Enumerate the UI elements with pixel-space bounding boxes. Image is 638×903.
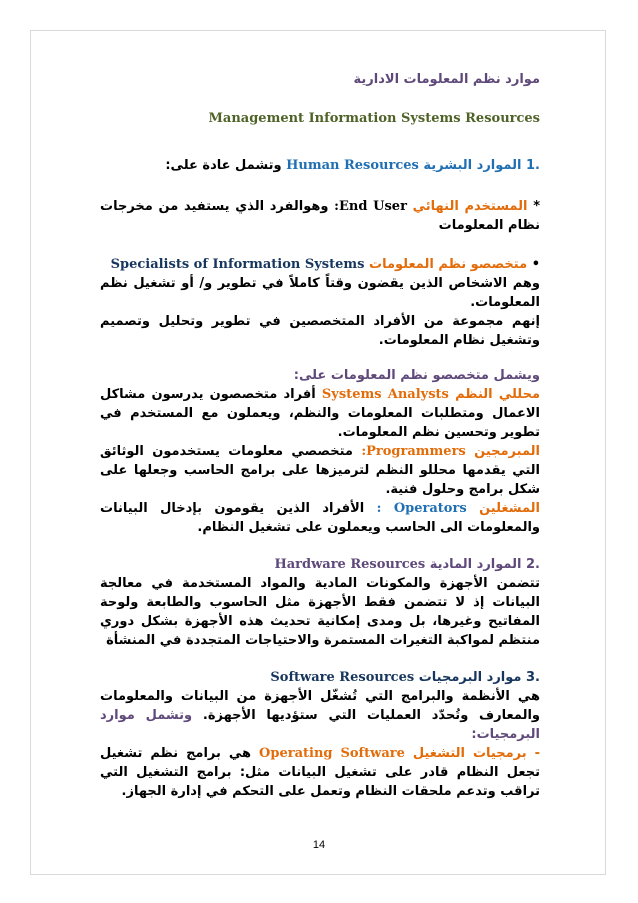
section-1-tail: وتشمل عادة على: xyxy=(165,158,282,173)
end-user-paragraph xyxy=(100,197,540,235)
operating-software-dash: - xyxy=(534,746,540,761)
operating-software-paragraph xyxy=(100,744,540,801)
title-arabic: موارد نظم المعلومات الادارية xyxy=(353,72,540,87)
section-2-title-ar: الموارد المادية xyxy=(429,557,522,572)
programmers-label-ar: المبرمجين xyxy=(474,444,540,459)
section-3-paragraph-1-tail: وتشمل موارد البرمجيات: xyxy=(100,708,540,742)
title-english: Management Information Systems Resources xyxy=(208,111,540,126)
specialists-label-en: Specialists of Information Systems xyxy=(110,257,365,272)
operating-software-text: هي برامج نظم تشغيل تجعل النظام قادر على تشغيل البيانات مثل: برامج التشغيل التي تراقب وتدعم ملحقات النظام وتعمل على التحكم في إدارة الجهاز. xyxy=(100,746,540,799)
section-2-paragraph: تتضمن الأجهزة والمكونات المادية والمواد المستخدمة في معالجة البيانات إذ لا تتضمن فقط الأجهزة مثل الحاسوب والطابعة ولوحة المفاتيح وغيرها، بل ومدى إمكانية تحديث هذه الأجهزة بشكل دوري منتظم لمواكبة التغيرات المستمرة والاحتياجات المتجددة في المنشأة xyxy=(100,576,540,648)
section-3-paragraph-1 xyxy=(100,687,540,744)
programmers-paragraph xyxy=(100,442,540,499)
operators-text: الأفراد الذين يقومون بإدخال البيانات والمعلومات الى الحاسب ويعملون على تشغيل النظام. xyxy=(100,501,540,535)
section-3-title-en: Software Resources xyxy=(270,670,415,685)
section-2-heading xyxy=(100,555,540,574)
page-number: 14 xyxy=(312,839,326,851)
specialists-label-ar: متخصصو نظم المعلومات xyxy=(369,257,528,272)
operators-paragraph xyxy=(100,499,540,537)
section-1-title-ar: الموارد البشرية xyxy=(423,158,522,173)
section-3-number: .3 xyxy=(526,670,540,685)
section-1-title-en: Human Resources xyxy=(286,158,419,173)
programmers-label-en: Programmers: xyxy=(361,444,466,459)
operators-label-en: Operators : xyxy=(376,501,467,516)
analysts-label-ar: محللي النظم xyxy=(455,387,541,402)
end-user-label-ar: المستخدم النهائي xyxy=(412,199,528,214)
section-3-heading xyxy=(100,668,540,687)
analysts-paragraph xyxy=(100,385,540,442)
operating-software-label-ar: برمجيات التشغيل xyxy=(412,746,527,761)
specialists-paragraph-1: وهم الاشخاص الذين يقضون وقتاً كاملاً في تطوير و/ أو تشغيل نظم المعلومات. xyxy=(100,276,540,310)
analysts-label-en: Systems Analysts xyxy=(321,387,449,402)
operating-software-label-en: Operating Software xyxy=(259,746,405,761)
section-1-heading xyxy=(100,156,540,175)
includes-heading: ويشمل متخصصو نظم المعلومات على: xyxy=(293,368,540,383)
section-1-number: .1 xyxy=(526,158,540,173)
end-user-text: وهوالفرد الذي يستفيد من مخرجات نظام المعلومات xyxy=(100,199,540,233)
end-user-label-en: End User: xyxy=(334,199,407,214)
specialists-heading xyxy=(100,255,540,274)
specialists-paragraph-2: إنهم مجموعة من الأفراد المتخصصين في تطوير وتحليل وتصميم وتشغيل نظام المعلومات. xyxy=(100,314,540,348)
analysts-text: أفراد متخصصون يدرسون مشاكل الاعمال ومتطلبات المعلومات والنظم، ويعملون مع المستخدم في تطوير وتحسين نظم المعلومات. xyxy=(100,387,540,440)
section-3-paragraph-1-text: هي الأنظمة والبرامج التي تُشغّل الأجهزة من البيانات والمعلومات والمعارف وتُحدّد العمليات التي ستؤديها الأجهزة. xyxy=(100,689,540,723)
document-body xyxy=(100,70,540,801)
section-2-number: .2 xyxy=(526,557,540,572)
specialists-bullet: • xyxy=(531,257,540,272)
end-user-star: * xyxy=(533,199,541,214)
operators-label-ar: المشغلين xyxy=(479,501,540,516)
programmers-text: متخصصي معلومات يستخدمون الوثائق التي يقدمها محللو النظم لترميزها على برامج الحاسب وجعلها على شكل برامج وحلول فنية. xyxy=(100,444,540,497)
section-2-title-en: Hardware Resources xyxy=(274,557,426,572)
section-3-title-ar: موارد البرمجيات xyxy=(418,670,522,685)
